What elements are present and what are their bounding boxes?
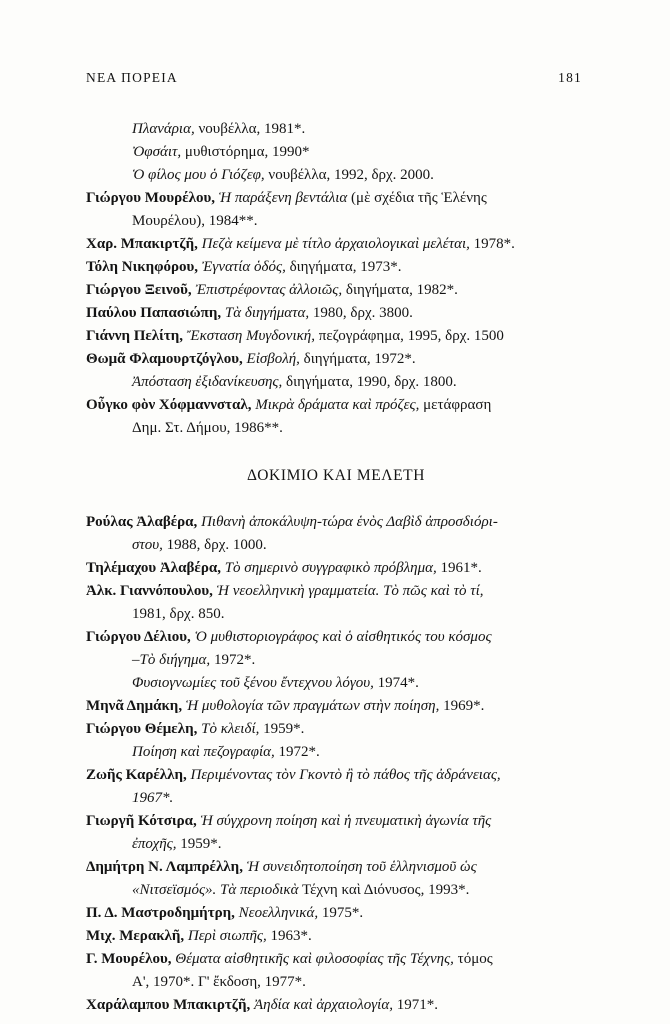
fiction-entries [86,118,586,440]
bibliography-line [86,256,586,279]
author-name: Γιάννη Πελίτη, [86,328,184,344]
work-title: Ὁ φίλος μου ὁ Γιόζεφ, [132,167,265,183]
author-name: Οὖγκο φὸν Χόφμαννσταλ, [86,397,252,413]
work-title: Περιμένοντας τὸν Γκοντὸ ἢ τὸ πάθος τῆς ἀδράνειας, [186,767,501,783]
bibliography-line [86,325,586,348]
entry-details: μυθιστόρημα, 1990* [181,144,310,160]
bibliography-line [86,925,586,948]
author-name: Τόλη Νικηφόρου, [86,259,199,275]
bibliography-line [86,626,586,649]
bibliography-line [86,580,586,603]
bibliography-line [86,810,586,833]
author-name: Γιωργῆ Κότσιρα, [86,813,197,829]
author-name: Μηνᾶ Δημάκη, [86,698,183,714]
entry-details: 1975*. [318,905,364,921]
work-title: 1967*. [132,790,174,806]
work-title: Ἡ σύγχρονη ποίηση καὶ ἡ πνευματικὴ ἀγωνία τῆς [196,813,492,829]
work-title: Ποίηση καὶ πεζογραφία, [132,744,275,760]
entry-details: διηγήματα, 1990, δρχ. 1800. [282,374,457,390]
entry-details: 1972*. [274,744,320,760]
entry-details: Μουρέλου), 1984**. [132,213,258,229]
bibliography-line [86,164,586,187]
entry-details: τόμος [453,951,493,967]
author-name: Θωμᾶ Φλαμουρτζόγλου, [86,351,243,367]
work-title: Ἡ νεοελληνικὴ γραμματεία. Τὸ πῶς καὶ τὸ τί, [212,583,484,599]
entry-details: διηγήματα, 1982*. [342,282,458,298]
bibliography-line [86,534,586,557]
work-title: Ἐπιστρέφοντας ἀλλοιῶς, [191,282,343,298]
bibliography-line [86,233,586,256]
entry-details: 1963*. [266,928,312,944]
bibliography-line [86,279,586,302]
entry-details: (μὲ σχέδια τῆς Ἑλένης [347,190,487,206]
author-name: Γιώργου Δέλιου, [86,629,191,645]
bibliography-line [86,118,586,141]
bibliography-line [86,833,586,856]
entry-details: Τέχνη καὶ Διόνυσος, 1993*. [298,882,470,898]
work-title: Ὁ μυθιστοριογράφος καὶ ὁ αἰσθητικός του κόσμος [190,629,492,645]
bibliography-line [86,511,586,534]
bibliography-line [86,856,586,879]
entry-details: 1972*. [210,652,256,668]
work-title: Ἀπόσταση ἐξιδανίκευσης, [132,374,283,390]
work-title: Εἰσβολή, [242,351,300,367]
author-name: Γ. Μουρέλου, [86,951,172,967]
bibliography-line [86,718,586,741]
entry-details: 1959*. [259,721,305,737]
bibliography-line [86,141,586,164]
entry-details: Α', 1970*. Γ' ἔκδοση, 1977*. [132,974,306,990]
page-number: 181 [558,70,582,85]
bibliography-line [86,994,586,1017]
work-title: Νεοελληνικά, [234,905,319,921]
entry-details: 1961*. [436,560,482,576]
author-name: Χαρ. Μπακιρτζῆ, [86,236,198,252]
entry-details: 1988, δρχ. 1000. [162,537,267,553]
author-name: Μιχ. Μερακλῆ, [86,928,185,944]
bibliography-line [86,210,586,233]
bibliography-line [86,302,586,325]
author-name: Τηλέμαχου Ἀλαβέρα, [86,560,221,576]
bibliography-line [86,971,586,994]
entry-details: 1969*. [439,698,485,714]
work-title: Τὰ διηγήματα, [221,305,310,321]
bibliography-line [86,787,586,810]
bibliography-line [86,348,586,371]
bibliography-content [86,118,586,1017]
work-title: Ἡ μυθολογία τῶν πραγμάτων στὴν ποίηση, [182,698,440,714]
entry-details: διηγήματα, 1972*. [299,351,416,367]
work-title: Θέματα αἰσθητικῆς καὶ φιλοσοφίας τῆς Τέχνης, [171,951,454,967]
bibliography-line [86,764,586,787]
work-title: Ὀφσάιτ, [132,144,182,160]
work-title: ἐποχῆς, [132,836,177,852]
author-name: Γιώργου Ξεινοῦ, [86,282,192,298]
work-title: Ἐγνατία ὁδός, [198,259,286,275]
entry-details: μετάφραση [419,397,492,413]
author-name: Γιώργου Μουρέλου, [86,190,216,206]
work-title: Ἡ συνειδητοποίηση τοῦ ἑλληνισμοῦ ὡς [242,859,477,875]
author-name: Παύλου Παπασιώπη, [86,305,222,321]
essay-entries [86,511,586,1017]
author-name: Π. Δ. Μαστροδημήτρη, [86,905,235,921]
work-title: στου, [132,537,163,553]
entry-details: 1971*. [392,997,438,1013]
work-title: Ἀηδία καὶ ἀρχαιολογία, [250,997,393,1013]
bibliography-line [86,371,586,394]
work-title: Ἡ παράξενη βεντάλια [215,190,348,206]
work-title: Πλανάρια, [132,121,195,137]
work-title: Πιθανὴ ἀποκάλυψη-τώρα ἑνὸς Δαβὶδ ἀπροσδιόρι- [197,514,498,530]
bibliography-line [86,649,586,672]
entry-details: διηγήματα, 1973*. [285,259,402,275]
work-title: Περὶ σιωπῆς, [184,928,267,944]
bibliography-line [86,394,586,417]
entry-details: 1959*. [176,836,222,852]
entry-details: Δημ. Στ. Δήμου, 1986**. [132,420,283,436]
bibliography-line [86,672,586,695]
bibliography-line [86,695,586,718]
bibliography-line [86,417,586,440]
author-name: Ρούλας Ἀλαβέρα, [86,514,198,530]
work-title: Ἔκσταση Μυγδονική, [183,328,315,344]
author-name: Χαράλαμπου Μπακιρτζῆ, [86,997,251,1013]
entry-details: 1980, δρχ. 3800. [309,305,413,321]
bibliography-line [86,902,586,925]
work-title: Τὸ σημερινὸ συγγραφικὸ πρόβλημα, [220,560,437,576]
bibliography-line [86,741,586,764]
bibliography-line [86,948,586,971]
work-title: –Τὸ διήγημα, [132,652,211,668]
author-name: Ἀλκ. Γιαννόπουλου, [86,583,213,599]
work-title: Τὸ κλειδί, [197,721,260,737]
section-heading: ΔΟΚΙΜΙΟ ΚΑΙ ΜΕΛΕΤΗ [246,467,426,484]
work-title: Φυσιογνωμίες τοῦ ξένου ἔντεχνου λόγου, [132,675,374,691]
bibliography-line [86,603,586,626]
journal-title: ΝΕΑ ΠΟΡΕΙΑ [86,70,178,85]
author-name: Ζωῆς Καρέλλη, [86,767,187,783]
entry-details: 1974*. [373,675,419,691]
entry-details: πεζογράφημα, 1995, δρχ. 1500 [315,328,504,344]
author-name: Δημήτρη Ν. Λαμπρέλλη, [86,859,243,875]
work-title: «Νιτσεϊσμός». Τὰ περιοδικὰ [132,882,299,898]
entry-details: 1981, δρχ. 850. [132,606,225,622]
author-name: Γιώργου Θέμελη, [86,721,198,737]
work-title: Πεζὰ κείμενα μὲ τίτλο ἀρχαιολογικαὶ μελέται, [197,236,470,252]
bibliography-line [86,879,586,902]
entry-details: νουβέλλα, 1992, δρχ. 2000. [264,167,434,183]
entry-details: νουβέλλα, 1981*. [194,121,306,137]
bibliography-line [86,187,586,210]
entry-details: 1978*. [469,236,515,252]
work-title: Μικρὰ δράματα καὶ πρόζες, [251,397,420,413]
bibliography-line [86,557,586,580]
